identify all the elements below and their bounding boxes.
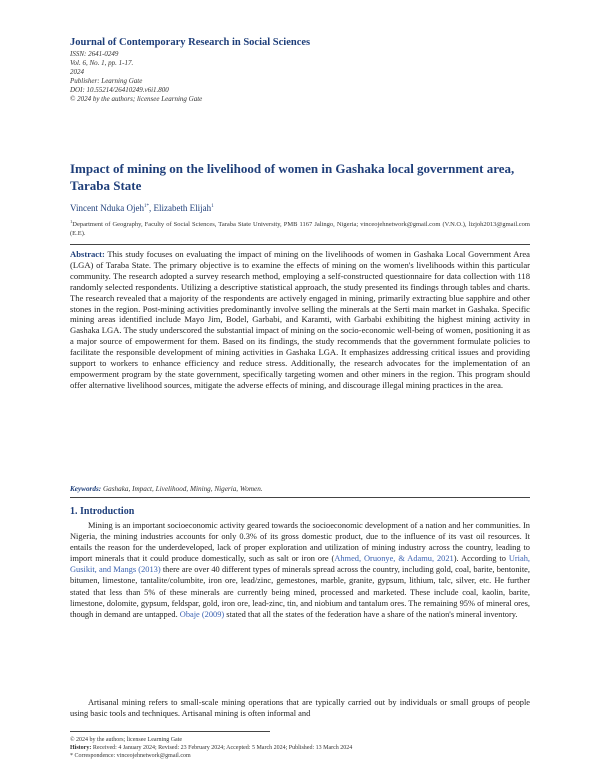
- author-separator: ,: [148, 203, 154, 213]
- author-affil-mark: 1: [211, 204, 214, 209]
- abstract-label: Abstract:: [70, 249, 105, 259]
- footer-correspondence: * Correspondence: vinceojehnetwork@gmail.com: [70, 753, 191, 759]
- affil-mark: 1: [70, 219, 73, 224]
- keywords-label: Keywords:: [70, 485, 102, 493]
- abstract-text: This study focuses on evaluating the impact of mining on the livelihoods of women in Gashaka Local Government Area (LGA) of Taraba State. The primary objective is to examine the effects of mining on the women's livelihoods within this particular community. The research adopted a survey research method, employing a self-constructed questionnaire for data collection with 118 randomly selected respondents. Utilizing a descriptive statistical approach, the study presented its findings through tables and charts. The research revealed that a majority of the respondents are actively engaged in mining, primarily extracting blue sapphire and other stones in the region. Post-mining activities predominantly involve selling the minerals at the Serti main market in Gashaka. Specific mining areas identified include Mayo Jim, Bodel, Garbabi, and Karamti, with Garbabi exhibiting the highest mining activity in Gashaka LGA. The study underscored the substantial impact of mining on the socio-economic well-being of women, positioning it as a major source of empowerment for them. Based on its findings, the study recommends that the government formulate policies to facilitate the responsible development of mining activities in Gashaka LGA. It emphasizes addressing critical issues and providing support to workers to enhance efficiency and reduce stress. Additionally, the research advocates for the implementation of an empowerment program by the state government, specifically targeting women and other miners in the region. This program should offer alternative livelihood sources, mitigate the adverse effects of mining, and discourage illegal mining practices in the area.: [70, 249, 530, 390]
- citation-link[interactable]: Ahmed, Oruonye, & Adamu, 2021: [334, 554, 454, 564]
- abstract-top-rule: [70, 244, 530, 245]
- affiliation-text: Department of Geography, Faculty of Social Sciences, Taraba State University, PMB 1167 Jalingo, Nigeria; vinceojehnetwork@gmail.com (V.N.O.), lizjoh2013@gmail.com (E.E).: [70, 221, 530, 238]
- paper-title: Impact of mining on the livelihood of women in Gashaka local government area, Taraba State: [70, 161, 515, 193]
- journal-title: Journal of Contemporary Research in Social Sciences: [70, 37, 311, 48]
- citation-link[interactable]: Obaje (2009): [179, 609, 225, 619]
- publisher: Publisher: Learning Gate: [70, 77, 143, 85]
- issn: ISSN: 2641-0249: [70, 50, 119, 58]
- citation-link[interactable]: Uriah, Gusikit, and Mangs (2013): [70, 554, 530, 575]
- author-name[interactable]: Elizabeth Elijah: [153, 203, 212, 213]
- abstract: [70, 249, 530, 391]
- footer: [70, 736, 530, 760]
- year: 2024: [70, 68, 84, 76]
- keywords: [70, 485, 530, 493]
- license: © 2024 by the authors; licensee Learning Gate: [70, 95, 203, 103]
- intro-paragraph-1: Mining is an important socioeconomic activity geared towards the socioeconomic development of a nation and her communities. In Nigeria, the mining industries accounts for only 0.3% of its gross domestic product, due to the influence of its vast oil resources. It entails the reason for the underdeveloped, lack of proper exploration and utilization of mining industry across the country, leading to import minerals that it could produce domestically, such as salt or iron ore (Ahmed, Oruonye, & Adamu, 2021). According to Uriah, Gusikit, and Mangs (2013) there are over 40 different types of minerals spread across the country, including gold, coal, barite, bentonite, bitumen, limestone, tantalite/columbite, iron ore, lead/zinc, gemestones, marble, granite, gypsum, lithium, talc, silver, etc. He further stated that less than 5% of these minerals are currently being mined, processed and marketed. These include coal, kaolin, barite, limestone, dolomite, gypsum, feldspar, gold, iron ore, lead-zinc, tin, and niobium and tantalum ores. The remaining 95% of mineral ores, though in demand are untapped. Obaje (2009) stated that all the states of the federation have a share of the nation's mineral inventory.: [70, 521, 530, 619]
- author-name[interactable]: Vincent Nduka Ojeh: [70, 203, 144, 213]
- footer-rule: [70, 731, 270, 732]
- section-heading: 1. Introduction: [70, 506, 135, 517]
- volume: Vol. 6, No. 1, pp. 1-17.: [70, 59, 134, 67]
- author-list: [70, 203, 214, 213]
- history-text: Received: 4 January 2024; Revised: 23 February 2024; Accepted: 5 March 2024; Published: 13 March 2024: [91, 745, 353, 751]
- doi: DOI: 10.55214/26410249.v6i1.800: [70, 86, 169, 94]
- keywords-text: Gashaka, Impact, Livelihood, Mining, Nigeria, Women.: [101, 485, 263, 493]
- intro-paragraph-2: Artisanal mining refers to small-scale mining operations that are typically carried out by individuals or small groups of people using basic tools and techniques. Artisanal mining is often informal and: [70, 698, 530, 719]
- footer-history: [70, 744, 530, 752]
- affiliation: [70, 217, 530, 238]
- abstract-bottom-rule: [70, 497, 530, 498]
- author-affil-mark: 1*: [143, 204, 149, 209]
- footer-copyright: © 2024 by the authors; licensee Learning Gate: [70, 737, 183, 743]
- journal-meta: [70, 50, 202, 104]
- history-label: History:: [70, 745, 92, 751]
